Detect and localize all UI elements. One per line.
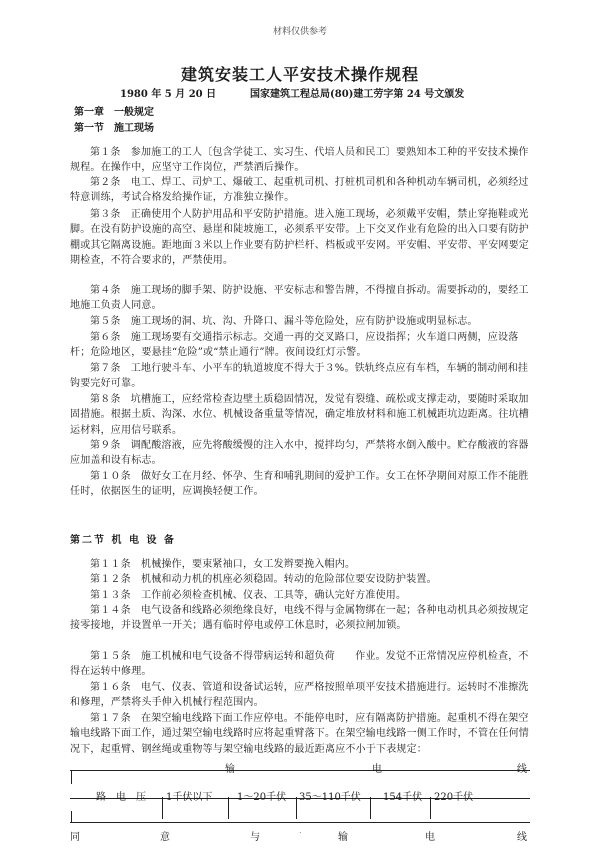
article: 第１３条 工作前必须检查机械、仪表、工具等，确认完好方准使用。 <box>90 590 407 601</box>
chapter-heading: 第一章 一般规定 <box>74 107 154 118</box>
table-rule <box>430 797 431 819</box>
page-header: 材料仅供参考 <box>272 27 327 37</box>
table-char: 电 <box>425 832 435 843</box>
article: 第１２条 机械和动力机的机座必须稳固。转动的危险部位要安设防护装置。 <box>90 574 437 585</box>
voltage-value: 220千伏 <box>434 792 474 803</box>
table-char: 与 <box>250 832 260 843</box>
article: 第８条 坑槽施工，应经常检查边壁土质稳固情况，发觉有裂缝、疏松或支撑走动，要随时采取加固措施。根据土质、沟深、水位、机械设备重量等情况，确定堆放材料和施工机械距坑边距离。往坑槽运材料，应用信号联系。 <box>70 394 529 436</box>
voltage-value: 1千伏以下 <box>166 792 213 803</box>
table-rule <box>71 770 72 784</box>
voltage-value: 35～110千伏 <box>299 792 361 803</box>
section-heading-1: 第一节 施工现场 <box>74 123 154 134</box>
article: 第１６条 电气、仪表、管道和设备试运转，应严格按照单项平安技术措施进行。运转时不准擦洗和修理，严禁将头手伸入机械行程范围内。 <box>70 682 529 709</box>
article: 第１０条 做好女工在月经、怀孕、生育和哺乳期间的爱护工作。女工在怀孕期间对原工作不能胜任时，依据医生的证明，应调换轻便工作。 <box>70 471 529 498</box>
issue-date: 1980 年 5 月 20 日 <box>120 89 217 100</box>
table-char: 意 <box>160 832 170 843</box>
article: 第１条 参加施工的工人〔包含学徒工、实习生、代培人员和民工〕要熟知本工种的平安技术操作规程。在操作中，应坚守工作岗位，严禁酒后操作。 <box>70 147 529 174</box>
article: 第６条 施工现场要有交通指示标志。交通一再的交叉路口，应设指挥；火车道口两侧，应设落杆；危险地区，要悬挂“危险”或“禁止通行”牌。夜间设红灯示警。 <box>70 332 519 359</box>
document-title: 建筑安装工人平安技术操作规程 <box>180 65 419 84</box>
article: 第１４条 电气设备和线路必须绝缘良好，电线不得与金属物绑在一起；各种电动机具必须按规定接零接地，并设置单一开关；遇有临时停电或停工休息时，必须拉闸加锁。 <box>70 605 529 632</box>
table-rule <box>70 822 530 823</box>
table-rule <box>228 797 229 819</box>
voltage-value: 1～20千伏 <box>237 792 287 803</box>
article: 第３条 正确使用个人防护用品和平安防护措施。进入施工现场，必须戴平安帽，禁止穿拖鞋或光脚。在没有防护设施的高空、悬崖和陡坡施工，必须系平安带。上下交叉作业有危险的出入口要有防护棚或其它隔离设施。距地面３米以上作业要有防护栏杆、档板或平安网。平安帽、平安带、平安网要定期检查，不符合要求的，严禁使用。 <box>70 209 529 267</box>
table-rule <box>162 797 163 819</box>
table-char: 线 <box>517 764 527 775</box>
article: 第９条 调配酸溶液，应先将酸缓慢的注入水中，搅拌均匀，严禁将水倒入酸中。贮存酸液的容器应加盖和设有标志。 <box>70 440 529 467</box>
table-rule <box>70 770 530 771</box>
table-char: 输 <box>225 764 235 775</box>
voltage-label: 路 电 压 <box>96 792 146 803</box>
issuer: 国家建筑工程总局(80)建工劳字第 24 号文颁发 <box>250 89 465 100</box>
section-heading-2: 第二节 机 电 设 备 <box>70 535 176 546</box>
table-rule <box>296 797 297 819</box>
article: 第７条 工地行驶斗车、小平车的轨道坡度不得大于３%。铁轨终点应有车档，车辆的制动闸和挂钩要完好可靠。 <box>70 363 529 390</box>
table-char: 电 <box>372 764 382 775</box>
table-char: 线 <box>517 832 527 843</box>
table-rule <box>370 797 371 819</box>
page-marker: . <box>299 826 302 835</box>
voltage-value: 154千伏 <box>383 792 423 803</box>
article: 第１７条 在架空输电线路下面工作应停电。不能停电时，应有隔离防护措施。起重机不得在架空输电线路下面工作，通过架空输电线路时应将起重臂落下。在架空输电线路一侧工作时，不管在任何情况下，起重臂、钢丝绳或重物等与架空输电线路的最近距离应不小于下表规定： <box>70 713 529 755</box>
article: 第５条 施工现场的洞、坑、沟、升降口、漏斗等危险处，应有防护设施或明显标志。 <box>90 316 478 327</box>
article: 第１１条 机械操作，要束紧袖口，女工发辫要挽入帽内。 <box>90 559 356 570</box>
article: 第１５条 施工机械和电气设备不得带病运转和超负荷 作业。发觉不正常情况应停机检查，不得在运转中修理。 <box>70 651 529 678</box>
table-char: 同 <box>70 832 80 843</box>
article: 第２条 电工、焊工、司炉工、爆破工、起重机司机、打桩机司机和各种机动车辆司机，必须经过特意训练，考试合格发给操作证，方准独立操作。 <box>70 177 529 204</box>
article: 第４条 施工现场的脚手架、防护设施、平安标志和警告牌，不得擅自拆动。需要拆动的，要经工地施工负责人同意。 <box>70 285 529 312</box>
table-char: 输 <box>338 832 348 843</box>
